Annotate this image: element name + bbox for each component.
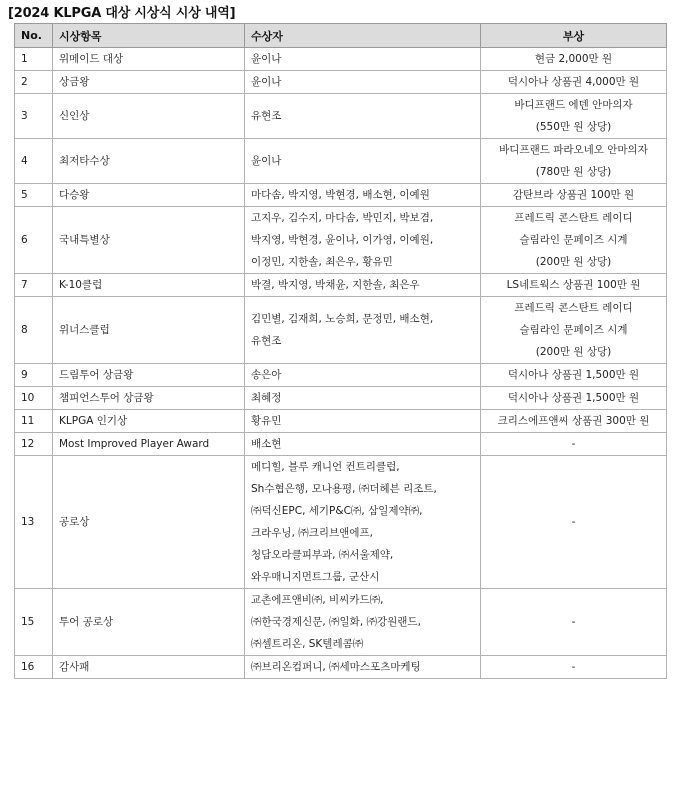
row-number: 3 (15, 94, 53, 139)
award-winners (245, 456, 481, 589)
winner-line: 배소현 (251, 438, 282, 450)
row-number: 15 (15, 589, 53, 656)
table-row (15, 139, 667, 184)
award-winners (245, 589, 481, 656)
row-number: 16 (15, 656, 53, 679)
row-number: 1 (15, 48, 53, 71)
prize-line: 덕시아나 상품권 4,000만 원 (507, 76, 640, 88)
award-category: K-10클럽 (53, 274, 245, 297)
award-prize (481, 387, 667, 410)
prize-line: (200만 원 상당) (535, 346, 612, 358)
table-row (15, 364, 667, 387)
table-row (15, 297, 667, 364)
prize-line: - (571, 516, 576, 528)
prize-line: LS네트웍스 상품권 100만 원 (506, 279, 641, 291)
award-category: 감사패 (53, 656, 245, 679)
award-category: 드림투어 상금왕 (53, 364, 245, 387)
award-winners (245, 71, 481, 94)
winner-line: 유현조 (251, 335, 282, 347)
table-row (15, 589, 667, 656)
award-category: 다승왕 (53, 184, 245, 207)
winner-line: 최혜정 (251, 392, 282, 404)
table-row (15, 433, 667, 456)
award-prize (481, 656, 667, 679)
award-category: 신인상 (53, 94, 245, 139)
awards-table (14, 23, 667, 679)
row-number: 11 (15, 410, 53, 433)
table-row (15, 48, 667, 71)
winner-line: ㈜셀트리온, SK텔레콤㈜ (251, 638, 364, 650)
winner-line: 청담오라클피부과, ㈜서울제약, (251, 549, 394, 561)
prize-line: 슬림라인 문페이즈 시계 (519, 234, 628, 246)
header-prize: 부상 (481, 24, 667, 48)
header-category: 시상항목 (53, 24, 245, 48)
award-winners (245, 139, 481, 184)
award-category: 상금왕 (53, 71, 245, 94)
prize-line: - (571, 616, 576, 628)
award-category: KLPGA 인기상 (53, 410, 245, 433)
award-prize (481, 364, 667, 387)
prize-line: 프레드릭 콘스탄트 레이디 (514, 212, 633, 224)
award-prize (481, 184, 667, 207)
row-number: 13 (15, 456, 53, 589)
winner-line: 교촌에프앤비㈜, 비씨카드㈜, (251, 594, 384, 606)
winner-line: 송은아 (251, 369, 282, 381)
prize-line: - (571, 438, 576, 450)
table-row (15, 656, 667, 679)
winner-line: 박결, 박지영, 박채윤, 지한솔, 최은우 (251, 279, 420, 291)
prize-line: (780만 원 상당) (535, 166, 612, 178)
winner-line: ㈜덕신EPC, 세기P&C㈜, 삼일제약㈜, (251, 505, 423, 517)
table-row (15, 274, 667, 297)
prize-line: 크리스에프앤씨 상품권 300만 원 (497, 415, 650, 427)
award-winners (245, 433, 481, 456)
prize-line: 바디프랜드 파라오네오 안마의자 (499, 144, 648, 156)
prize-line: 감탄브라 상품권 100만 원 (512, 189, 635, 201)
prize-line: (200만 원 상당) (535, 256, 612, 268)
award-prize (481, 71, 667, 94)
award-prize (481, 48, 667, 71)
winner-line: 고지우, 김수지, 마다솜, 박민지, 박보겸, (251, 212, 434, 224)
award-category: 투어 공로상 (53, 589, 245, 656)
award-category: 국내특별상 (53, 207, 245, 274)
row-number: 4 (15, 139, 53, 184)
row-number: 10 (15, 387, 53, 410)
award-prize (481, 94, 667, 139)
row-number: 12 (15, 433, 53, 456)
header-winners: 수상자 (245, 24, 481, 48)
award-prize (481, 433, 667, 456)
table-row (15, 410, 667, 433)
award-winners (245, 207, 481, 274)
table-row (15, 207, 667, 274)
award-winners (245, 364, 481, 387)
award-category: 위너스클럽 (53, 297, 245, 364)
prize-line: 현금 2,000만 원 (534, 53, 613, 65)
prize-line: 바디프랜드 에덴 안마의자 (514, 99, 633, 111)
award-winners (245, 274, 481, 297)
header-no: No. (15, 24, 53, 48)
award-winners (245, 297, 481, 364)
award-category: 위메이드 대상 (53, 48, 245, 71)
winner-line: ㈜브리온컴퍼니, ㈜세마스포츠마케팅 (251, 661, 421, 673)
row-number: 9 (15, 364, 53, 387)
winner-line: Sh수협은행, 모나용평, ㈜더헤븐 리조트, (251, 483, 437, 495)
award-prize (481, 589, 667, 656)
winner-line: 박지영, 박현경, 윤이나, 이가영, 이예원, (251, 234, 434, 246)
award-category: 챔피언스투어 상금왕 (53, 387, 245, 410)
prize-line: 슬림라인 문페이즈 시계 (519, 324, 628, 336)
row-number: 8 (15, 297, 53, 364)
row-number: 2 (15, 71, 53, 94)
award-category: 공로상 (53, 456, 245, 589)
table-row (15, 456, 667, 589)
winner-line: ㈜한국경제신문, ㈜일화, ㈜강원랜드, (251, 616, 421, 628)
award-winners (245, 94, 481, 139)
award-prize (481, 297, 667, 364)
award-prize (481, 139, 667, 184)
award-winners (245, 184, 481, 207)
winner-line: 마다솜, 박지영, 박현경, 배소현, 이예원 (251, 189, 430, 201)
winner-line: 윤이나 (251, 53, 282, 65)
winner-line: 와우매니지먼트그룹, 군산시 (251, 571, 380, 583)
table-header-row (15, 24, 667, 48)
row-number: 5 (15, 184, 53, 207)
table-row (15, 94, 667, 139)
award-prize (481, 456, 667, 589)
award-prize (481, 274, 667, 297)
winner-line: 김민별, 김재희, 노승희, 문정민, 배소현, (251, 313, 434, 325)
table-body (15, 48, 667, 679)
prize-line: 프레드릭 콘스탄트 레이디 (514, 302, 633, 314)
table-row (15, 387, 667, 410)
prize-line: - (571, 661, 576, 673)
award-category: Most Improved Player Award (53, 433, 245, 456)
table-row (15, 184, 667, 207)
row-number: 6 (15, 207, 53, 274)
table-row (15, 71, 667, 94)
award-prize (481, 410, 667, 433)
winner-line: 유현조 (251, 110, 282, 122)
prize-line: (550만 원 상당) (535, 121, 612, 133)
prize-line: 덕시아나 상품권 1,500만 원 (507, 369, 640, 381)
winner-line: 윤이나 (251, 155, 282, 167)
winner-line: 윤이나 (251, 76, 282, 88)
award-winners (245, 48, 481, 71)
winner-line: 황유민 (251, 415, 282, 427)
prize-line: 덕시아나 상품권 1,500만 원 (507, 392, 640, 404)
winner-line: 메디힐, 블루 캐니언 컨트리클럽, (251, 461, 400, 473)
award-winners (245, 387, 481, 410)
winner-line: 크라우닝, ㈜크리브앤에프, (251, 527, 373, 539)
document-title: [2024 KLPGA 대상 시상식 시상 내역] (8, 6, 236, 21)
award-winners (245, 410, 481, 433)
winner-line: 이정민, 지한솔, 최은우, 황유민 (251, 256, 393, 268)
award-category: 최저타수상 (53, 139, 245, 184)
award-prize (481, 207, 667, 274)
award-winners (245, 656, 481, 679)
row-number: 7 (15, 274, 53, 297)
